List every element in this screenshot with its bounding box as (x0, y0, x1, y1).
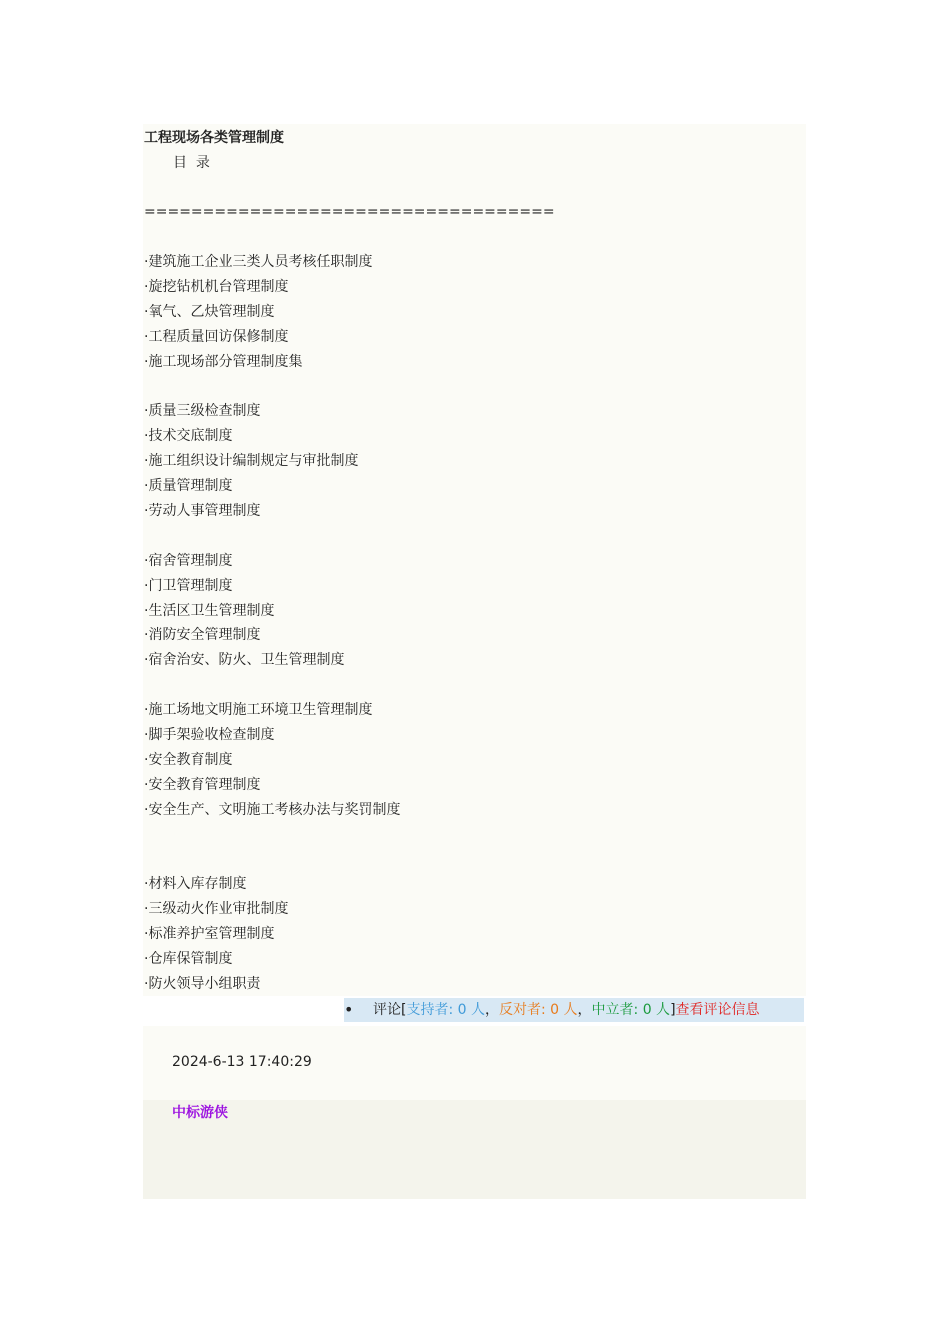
comment-prefix: 评论[ (373, 1002, 407, 1018)
toc-item[interactable]: ·脚手架验收检查制度 (144, 726, 275, 743)
author-name[interactable]: 中标游侠 (172, 1105, 228, 1121)
bullet-icon: • (344, 1000, 354, 1019)
view-comments-link[interactable]: 查看评论信息 (675, 1002, 760, 1018)
toc-item[interactable]: ·消防安全管理制度 (144, 627, 261, 644)
post-timestamp: 2024-6-13 17:40:29 (172, 1054, 312, 1070)
toc-item[interactable]: ·建筑施工企业三类人员考核任职制度 (144, 254, 373, 270)
toc-item[interactable]: ·施工场地文明施工环境卫生管理制度 (144, 702, 373, 719)
toc-item[interactable]: ·技术交底制度 (144, 428, 233, 445)
comment-separator: ， (577, 1002, 592, 1018)
neutral-count[interactable]: 中立者: 0 人 (591, 1002, 671, 1018)
toc-list (144, 252, 400, 999)
toc-item[interactable]: ·材料入库存制度 (144, 876, 247, 893)
toc-item[interactable]: ·质量三级检查制度 (144, 403, 261, 420)
toc-item[interactable]: ·劳动人事管理制度 (144, 502, 261, 519)
comment-suffix: ] (670, 1002, 676, 1018)
toc-item[interactable]: ·仓库保管制度 (144, 951, 233, 967)
document-body (143, 124, 806, 996)
author-block (143, 1100, 806, 1199)
toc-item[interactable]: ·施工现场部分管理制度集 (144, 353, 303, 370)
toc-item[interactable]: ·安全教育管理制度 (144, 776, 261, 793)
comment-separator: ， (485, 1002, 499, 1018)
toc-item[interactable]: ·三级动火作业审批制度 (144, 901, 289, 918)
document-title: 工程现场各类管理制度 (144, 130, 284, 146)
toc-item[interactable]: ·施工组织设计编制规定与审批制度 (144, 453, 359, 470)
toc-item[interactable]: ·防火领导小组职责 (144, 975, 261, 992)
separator-line: =================================== (144, 204, 555, 220)
toc-item[interactable]: ·门卫管理制度 (144, 577, 233, 594)
toc-item[interactable]: ·质量管理制度 (144, 478, 233, 495)
comment-summary (373, 1001, 760, 1019)
toc-item[interactable]: ·安全生产、文明施工考核办法与奖罚制度 (144, 801, 401, 818)
toc-item[interactable]: ·安全教育制度 (144, 751, 233, 768)
toc-heading: 目 录 (173, 155, 210, 171)
post-date-block (143, 1026, 806, 1100)
comment-bar (344, 998, 804, 1022)
supporters-count[interactable]: 支持者: 0 人 (406, 1002, 485, 1018)
toc-item[interactable]: ·工程质量回访保修制度 (144, 328, 289, 345)
toc-item[interactable]: ·氧气、乙炔管理制度 (144, 303, 275, 320)
toc-item[interactable]: ·标准养护室管理制度 (144, 926, 275, 943)
toc-item[interactable]: ·生活区卫生管理制度 (144, 602, 275, 619)
toc-item[interactable]: ·宿舍治安、防火、卫生管理制度 (144, 652, 345, 669)
opponents-count[interactable]: 反对者: 0 人 (499, 1002, 578, 1018)
toc-item[interactable]: ·宿舍管理制度 (144, 552, 233, 569)
toc-item[interactable]: ·旋挖钻机机台管理制度 (144, 278, 289, 295)
